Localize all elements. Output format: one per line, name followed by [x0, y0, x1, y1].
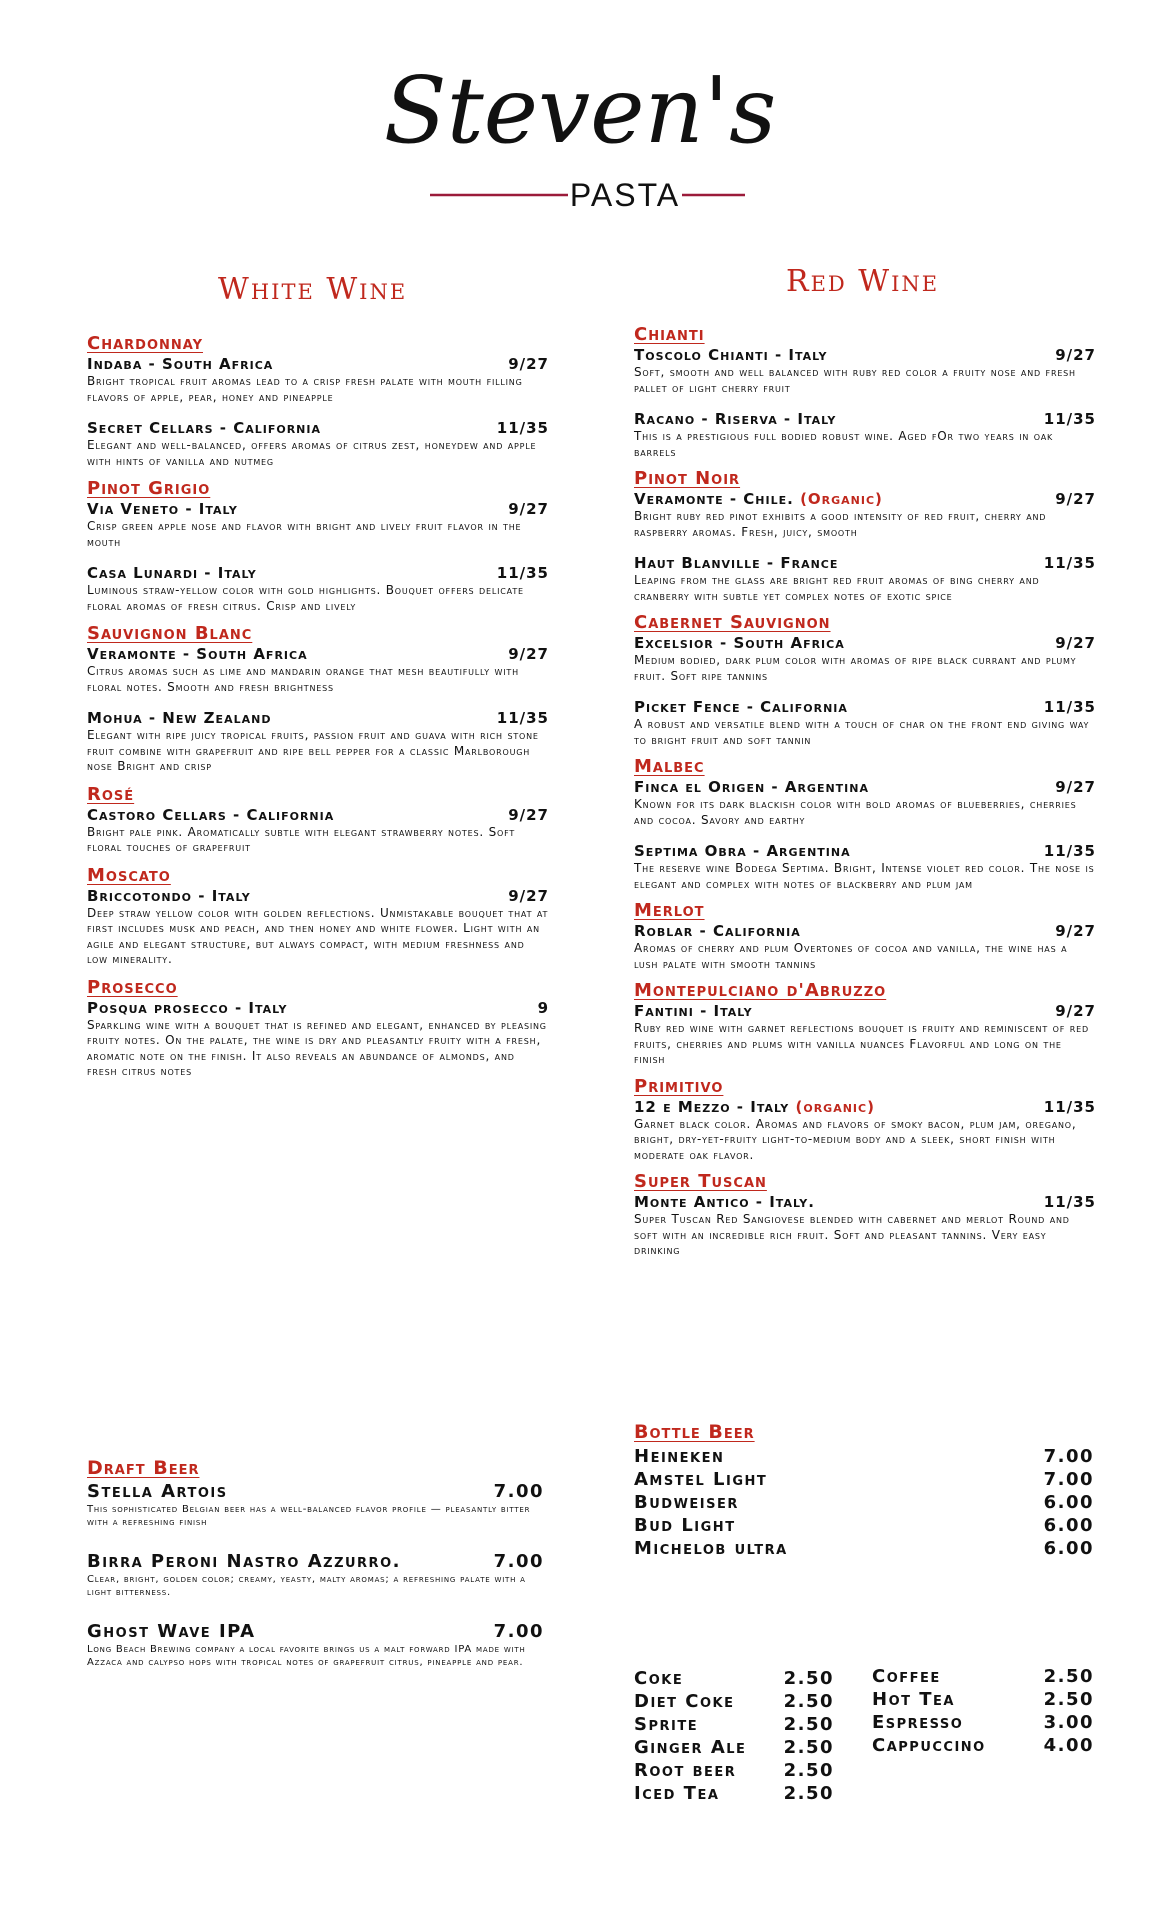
soft-drink-name: Diet Coke: [634, 1691, 735, 1712]
wine-item-line: [87, 709, 549, 727]
wine-name: Via Veneto - Italy: [87, 500, 238, 518]
wine-item-line: [87, 887, 549, 905]
wine-name: Indaba - South Africa: [87, 355, 274, 373]
draft-beer-price: 7.00: [493, 1551, 544, 1572]
wine-item: [634, 554, 1096, 604]
wine-item-line: [634, 634, 1096, 652]
wine-price: 11/35: [496, 709, 549, 727]
hot-drink-price: 2.50: [1043, 1689, 1094, 1710]
draft-beer-name: Birra Peroni Nastro Azzurro.: [87, 1551, 401, 1572]
category-title: Merlot: [634, 900, 705, 921]
wine-description: Ruby red wine with garnet reflections bouquet is fruity and reminiscent of red fruits, cherries and plums with vanilla nuances Flavorful and long on the finish: [634, 1021, 1089, 1066]
wine-description: Elegant with ripe juicy tropical fruits, passion fruit and guava with rich stone fruit combine with grapefruit and ripe bell pepper for a classic Marlborough nose Bright and crisp: [87, 728, 539, 773]
wine-description: A robust and versatile blend with a touch of char on the front end giving way to bright fruit and soft tannin: [634, 717, 1090, 747]
draft-beer-name: Ghost Wave IPA: [87, 1621, 256, 1642]
wine-price: 11/35: [496, 419, 549, 437]
hot-drink-price: 2.50: [1043, 1666, 1094, 1687]
soft-drink-name: Ginger Ale: [634, 1737, 747, 1758]
wine-item: [87, 709, 549, 775]
wine-item-line: [634, 698, 1096, 716]
wine-category: [634, 900, 1096, 972]
wine-price: 9/27: [508, 886, 549, 905]
wine-name: Posqua prosecco - Italy: [87, 998, 288, 1017]
bottle-beer-price: 6.00: [1043, 1538, 1094, 1559]
wine-item-line: [634, 922, 1096, 940]
wine-description: Bright pale pink. Aromatically subtle with elegant strawberry notes. Soft floral touches of grapefruit: [87, 824, 516, 854]
stevens-pasta-logo: [383, 34, 777, 224]
wine-item-line: [634, 1098, 1096, 1116]
wine-description: Luminous straw-yellow color with gold highlights. Bouquet offers delicate floral aromas of fresh citrus. Crisp and lively: [87, 583, 524, 613]
wine-item: [634, 1002, 1096, 1068]
wine-item-line: [87, 999, 549, 1017]
category-title: Montepulciano d'Abruzzo: [634, 980, 887, 1001]
bottle-beer-row: [634, 1468, 1094, 1491]
wine-category: [634, 1171, 1096, 1259]
wine-item: [87, 355, 549, 405]
wine-item: [634, 778, 1096, 828]
wine-item-line: [87, 806, 549, 824]
wine-note: (Organic): [800, 490, 883, 508]
wine-item: [87, 806, 549, 856]
bottle-beer-row: [634, 1537, 1094, 1560]
wine-description: This is a prestigious full bodied robust wine. Aged fOr two years in oak barrels: [634, 429, 1054, 459]
wine-name: Finca el Origen - Argentina: [634, 778, 869, 796]
wine-name: Secret Cellars - California: [87, 419, 321, 437]
wine-name: Roblar - California: [634, 922, 801, 940]
wine-price: 9/27: [508, 645, 549, 663]
wine-description: Super Tuscan Red Sangiovese blended with cabernet and merlot Round and soft with an incredible rich fruit. Soft and pleasant tannins. Very easy drinking: [634, 1212, 1070, 1257]
draft-beer-line: [87, 1551, 544, 1573]
bottle-beer-title: Bottle Beer: [634, 1421, 755, 1443]
bottle-beer-name: Heineken: [634, 1446, 725, 1467]
draft-beer-description: This sophisticated Belgian beer has a well-balanced flavor profile — pleasantly bitter with a refreshing finish: [87, 1504, 531, 1528]
hot-drink-name: Cappuccino: [872, 1735, 986, 1756]
category-title: Pinot Grigio: [87, 478, 211, 499]
wine-name: Briccotondo - Italy: [87, 886, 251, 905]
category-title: Super Tuscan: [634, 1171, 767, 1192]
hot-drink: [872, 1711, 1094, 1734]
wine-name: Mohua - New Zealand: [87, 709, 272, 727]
wine-price: 11/35: [1043, 1097, 1096, 1116]
logo-sub-name: PASTA: [569, 177, 681, 213]
wine-price: 9/27: [1055, 490, 1096, 508]
bottle-beer-name: Budweiser: [634, 1492, 739, 1513]
wine-item-line: [87, 355, 549, 373]
wine-category: [634, 612, 1096, 748]
wine-item: [87, 887, 549, 968]
wine-price: 9/27: [1055, 634, 1096, 652]
category-title: Cabernet Sauvignon: [634, 612, 831, 633]
wine-item: [634, 634, 1096, 684]
wine-price: 11/35: [1043, 698, 1096, 716]
wine-item-line: [87, 645, 549, 663]
draft-beer-item: [87, 1481, 544, 1529]
wine-description: Aromas of cherry and plum Overtones of cocoa and vanilla, the wine has a lush palate with smooth tannins: [634, 941, 1068, 971]
wine-item: [87, 419, 549, 469]
wine-price: 11/35: [1043, 410, 1096, 428]
hot-drink: [872, 1665, 1094, 1688]
wine-item: [634, 1098, 1096, 1164]
bottle-beer-row: [634, 1514, 1094, 1537]
soft-drink-price: 2.50: [783, 1668, 834, 1689]
wine-item-line: [87, 564, 549, 582]
wine-description: Crisp green apple nose and flavor with bright and lively fruit flavor in the mouth: [87, 519, 522, 549]
category-title: Moscato: [87, 864, 171, 886]
wine-item: [634, 346, 1096, 396]
hot-drink-price: 4.00: [1043, 1735, 1094, 1756]
wine-description: Deep straw yellow color with golden reflections. Unmistakable bouquet that at first includes musk and peach, and then honey and white flower. Light with an agile and elegant structure, but always compact, with medium freshness and low minerality.: [87, 905, 549, 966]
soft-drink-price: 2.50: [783, 1714, 834, 1735]
bottle-beer-name: Michelob ultra: [634, 1538, 788, 1559]
wine-description: Bright ruby red pinot exhibits a good intensity of red fruit, cherry and raspberry aromas. Fresh, juicy, smooth: [634, 509, 1047, 539]
soft-drink-name: Root beer: [634, 1760, 737, 1781]
bottle-beer-price: 6.00: [1043, 1515, 1094, 1536]
wine-item-line: [634, 1002, 1096, 1020]
wine-item: [87, 999, 549, 1080]
wine-description: Leaping from the glass are bright red fruit aromas of bing cherry and cranberry with subtle yet complex notes of exotic spice: [634, 573, 1040, 603]
soft-drink-price: 2.50: [783, 1783, 834, 1804]
wine-item-line: [634, 554, 1096, 572]
hot-drink: [872, 1688, 1094, 1711]
wine-name: Veramonte - South Africa: [87, 645, 308, 663]
wine-item: [634, 922, 1096, 972]
hot-drink-price: 3.00: [1043, 1712, 1094, 1733]
soft-drink-name: Coke: [634, 1668, 684, 1689]
bottle-beer-section: [634, 1421, 1094, 1560]
wine-category: [87, 623, 549, 775]
wine-item-line: [634, 490, 1096, 508]
wine-name: Castoro Cellars - California: [87, 805, 335, 824]
soft-drink: [634, 1667, 834, 1690]
wine-item-line: [87, 500, 549, 518]
bottle-beer-name: Bud Light: [634, 1515, 736, 1536]
hot-drinks-list: [872, 1665, 1094, 1757]
wine-category: [87, 333, 549, 469]
wine-name: Fantini - Italy: [634, 1002, 753, 1020]
wine-item-line: [634, 410, 1096, 428]
bottle-beer-price: 7.00: [1043, 1446, 1094, 1467]
wine-description: The reserve wine Bodega Septima. Bright, Intense violet red color. The nose is elegant and complex with notes of blackberry and plum jam: [634, 861, 1095, 891]
wine-item-line: [634, 842, 1096, 860]
red-wine-list: [634, 324, 1096, 1259]
wine-price: 9/27: [1055, 778, 1096, 796]
wine-name: 12 e Mezzo - Italy (organic): [634, 1097, 875, 1116]
category-title: Prosecco: [87, 976, 178, 998]
white-wine-title: White Wine: [218, 272, 408, 307]
hot-drink-name: Espresso: [872, 1712, 964, 1733]
wine-price: 9/27: [508, 500, 549, 518]
wine-item: [87, 500, 549, 550]
bottle-beer-price: 6.00: [1043, 1492, 1094, 1513]
soft-drink-name: Iced Tea: [634, 1783, 720, 1804]
soft-drink: [634, 1782, 834, 1805]
hot-drink: [872, 1734, 1094, 1757]
logo-script-name: Steven's: [383, 57, 777, 164]
white-wine-list: [87, 333, 549, 1080]
wine-category: [87, 478, 549, 614]
wine-category: [634, 1076, 1096, 1164]
wine-description: Sparkling wine with a bouquet that is refined and elegant, enhanced by pleasing fruity notes. On the palate, the wine is dry and pleasantly fruity with a fresh, aromatic note on the finish. It also reveals an abundance of almonds, and fresh citrus notes: [87, 1017, 547, 1078]
bottle-beer-row: [634, 1491, 1094, 1514]
category-title: Rosé: [87, 783, 135, 805]
soft-drink-name: Sprite: [634, 1714, 699, 1735]
draft-beer-description: Clear, bright, golden color; creamy, yeasty, malty aromas; a refreshing palate with a light bitterness.: [87, 1574, 526, 1598]
wine-item: [634, 410, 1096, 460]
wine-item-line: [634, 346, 1096, 364]
wine-price: 9/27: [508, 805, 549, 824]
wine-name: Toscolo Chianti - Italy: [634, 346, 828, 364]
draft-beer-line: [87, 1481, 544, 1503]
soft-drink: [634, 1759, 834, 1782]
draft-beer-description: Long Beach Brewing company a local favorite brings us a malt forward IPA made with Azzaca and calypso hops with tropical notes of grapefruit citrus, pineapple and pear.: [87, 1644, 526, 1668]
wine-description: Bright tropical fruit aromas lead to a crisp fresh palate with mouth filling flavors of apple, pear, honey and pineapple: [87, 374, 523, 404]
draft-beer-title: Draft Beer: [87, 1457, 200, 1479]
red-wine-title: Red Wine: [786, 264, 940, 299]
wine-description: Soft, smooth and well balanced with ruby red color a fruity nose and fresh pallet of light cherry fruit: [634, 365, 1076, 395]
wine-name: Excelsior - South Africa: [634, 634, 845, 652]
wine-description: Citrus aromas such as lime and mandarin orange that mesh beautifully with floral notes. Smooth and fresh brightness: [87, 664, 519, 694]
wine-name: Picket Fence - California: [634, 698, 848, 716]
wine-item: [634, 1193, 1096, 1259]
soft-drink: [634, 1713, 834, 1736]
wine-item: [634, 698, 1096, 748]
wine-item: [87, 564, 549, 614]
soft-drink-price: 2.50: [783, 1691, 834, 1712]
wine-description: Garnet black color. Aromas and flavors of smoky bacon, plum jam, oregano, bright, dry-yet-fruity light-to-medium body and a sleek, short finish with moderate oak flavor.: [634, 1116, 1077, 1162]
wine-category: [634, 468, 1096, 604]
wine-price: 11/35: [1043, 842, 1096, 860]
wine-description: Medium bodied, dark plum color with aromas of ripe black currant and plumy fruit. Soft ripe tannins: [634, 653, 1077, 683]
wine-price: 9/27: [508, 355, 549, 373]
wine-item-line: [87, 419, 549, 437]
wine-name: Racano - Riserva - Italy: [634, 410, 837, 428]
hot-drink-name: Coffee: [872, 1666, 941, 1687]
wine-note: (organic): [795, 1097, 875, 1116]
wine-description: Known for its dark blackish color with bold aromas of blueberries, cherries and cocoa. Savory and earthy: [634, 797, 1077, 827]
wine-name: Casa Lunardi - Italy: [87, 564, 257, 582]
wine-category: [87, 784, 549, 856]
bottle-beer-name: Amstel Light: [634, 1469, 768, 1490]
wine-item: [634, 842, 1096, 892]
draft-beer-line: [87, 1621, 544, 1643]
category-title: Primitivo: [634, 1075, 724, 1097]
wine-description: Elegant and well-balanced, offers aromas of citrus zest, honeydew and apple with hints of vanilla and nutmeg: [87, 438, 537, 468]
hot-drink-name: Hot Tea: [872, 1689, 955, 1710]
draft-beer-section: [87, 1457, 544, 1669]
wine-price: 11/35: [1043, 554, 1096, 572]
category-title: Chianti: [634, 324, 705, 345]
wine-category: [87, 977, 549, 1080]
wine-price: 9/27: [1055, 346, 1096, 364]
wine-name: Veramonte - Chile. (Organic): [634, 490, 883, 508]
draft-beer-price: 7.00: [493, 1621, 544, 1642]
soft-drink: [634, 1736, 834, 1759]
soft-drink: [634, 1690, 834, 1713]
bottle-beer-price: 7.00: [1043, 1469, 1094, 1490]
wine-price: 11/35: [1043, 1193, 1096, 1211]
bottle-beer-row: [634, 1445, 1094, 1468]
wine-name: Haut Blanville - France: [634, 554, 839, 572]
draft-beer-item: [87, 1621, 544, 1669]
wine-category: [87, 865, 549, 968]
soft-drink-price: 2.50: [783, 1737, 834, 1758]
draft-beer-item: [87, 1551, 544, 1599]
wine-category: [634, 324, 1096, 460]
category-title: Pinot Noir: [634, 468, 741, 489]
draft-beer-price: 7.00: [493, 1481, 544, 1502]
wine-name: Monte Antico - Italy.: [634, 1193, 815, 1211]
wine-category: [634, 980, 1096, 1068]
wine-name: Septima Obra - Argentina: [634, 842, 851, 860]
soft-drink-price: 2.50: [783, 1760, 834, 1781]
wine-item-line: [634, 1193, 1096, 1211]
wine-price: 9/27: [1055, 1002, 1096, 1020]
wine-price: 11/35: [496, 564, 549, 582]
category-title: Chardonnay: [87, 333, 203, 354]
wine-item: [634, 490, 1096, 540]
wine-category: [634, 756, 1096, 892]
wine-item: [87, 645, 549, 695]
wine-item-line: [634, 778, 1096, 796]
soft-drinks-list: [634, 1667, 834, 1805]
category-title: Malbec: [634, 756, 705, 777]
wine-price: 9: [537, 998, 549, 1017]
category-title: Sauvignon Blanc: [87, 623, 253, 644]
wine-price: 9/27: [1055, 922, 1096, 940]
draft-beer-name: Stella Artois: [87, 1481, 228, 1502]
